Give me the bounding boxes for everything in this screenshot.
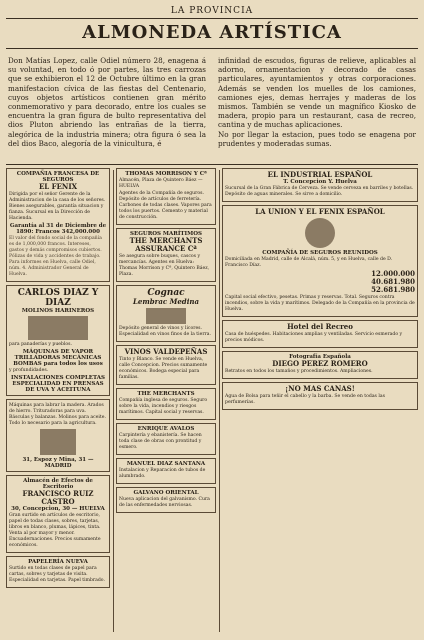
ad-line: TRILLADORAS MECÁNICAS (14, 355, 102, 361)
bottle-illustration (146, 308, 186, 324)
ad-text: Máquinas para labrar la madera. Arados de hierro. Trituradoras para uva. Básculas y balanzas. Molinos para aceite. Todo lo necesario para la agricultura. (9, 403, 106, 426)
ad-name: FRANCISCO RUIZ CASTRO (22, 489, 94, 506)
ad-title: GALVANO ORIENTAL (133, 490, 199, 496)
headline: ALMONEDA ARTÍSTICA (82, 22, 342, 43)
ad-title: THE MERCHANTS (137, 391, 195, 397)
ad-heading: EL INDUSTRIAL ESPAÑOL (267, 170, 373, 179)
ad-address: 30, Concepcion, 30 — HUELVA (11, 506, 105, 512)
ad-subtitle: Lembrac Medina (133, 297, 199, 306)
ad-union-fenix (222, 205, 418, 317)
ad-text: Instalacion y Reparacion de tubos de alumbrado. (119, 468, 206, 479)
capital-figure: 12.000.000 (371, 269, 415, 278)
ad-line: INSTALACIONES COMPLETAS (10, 375, 106, 381)
ad-text: Carpintería y ebanistería. Se hacen toda clase de obras con prontitud y esmero. (119, 433, 202, 450)
ad-carlos-diaz (6, 285, 110, 396)
ad-diaz-santana (116, 458, 216, 484)
ad-heading: COMPAÑIA FRANCESA DE SEGUROS (16, 171, 100, 183)
masthead: LA PROVINCIA (170, 6, 254, 16)
ad-text: Tinto y Blanco. Se vende en Huelva, calle Concepcion. Precios sumamente económicos. Bodega especial para familias. (119, 357, 208, 380)
ad-line: para panaderías y pueblos. (9, 342, 72, 347)
ad-column-1 (6, 168, 110, 634)
ad-no-mas-canas (222, 382, 418, 410)
ad-title: SEGUROS MARÍTIMOS (130, 231, 202, 237)
ad-line: ESPECIALIDAD EN PRENSAS DE UVA Y ACEITUNA (12, 381, 104, 393)
ad-title: Almacén de Efectos de Escritorio (23, 478, 93, 490)
ad-line: BOMBAS para todos los usos (13, 361, 103, 367)
ad-merchants (116, 388, 216, 420)
ad-text: Gran surtido en artículos de escritorio, papel de todas clases, sobres, tarjetas, libros en blanco, plumas, lápices, tinta. Venta al por mayor y menor. Encuadernaciones. Precios sumamente económicos. (9, 513, 101, 548)
ad-title: CARLOS DIAZ Y DIAZ (17, 288, 99, 308)
ad-body: El valor del fondo social de la compañía es de 1,000,000 francos. Intereses, gastos y demás compromisos cubiertos. Pólizas de vida y accidentes de trabajo. Para informes en Huelva, calle Odiel, núm. 4. Administrador General de Huelva. (9, 236, 102, 277)
ad-body: Capital social efectivo, pesetas. Primas y reservas. Total. Seguros contra incendios, sobre la vida y marítimos. Delegado de la Compañía en la provincia de Huelva. (225, 295, 415, 312)
total-figure: 52.681.980 (371, 285, 415, 294)
ad-text: Casa de huéspedes. Habitaciones amplias y ventiladas. Servicio esmerado y precios módicos. (225, 332, 403, 343)
ad-el-fenix (6, 168, 110, 282)
ad-title: Hotel del Recreo (287, 322, 353, 331)
ad-text: Dirigida por el señor Gerente de la Administracion de la casa de los señores. Bienes asegurables, garantía situacion y fianza. Sucursal en la Dirección de Hacienda. (9, 192, 106, 221)
ad-title: Cognac (147, 288, 185, 298)
ad-text: Se asegura sobre buques, cascos y mercancías. Agentes en Huelva: Thomas Morrison y Cª, Quintero Báez, Plaza. (119, 254, 210, 277)
ad-text: Agentes de la Compañía de seguros. Depósito de artículos de ferretería. Carbones de todas clases. Vapores para todos los puertos. Cemento y material de construcción. (119, 191, 212, 220)
ad-title: ENRIQUE AVALOS (137, 426, 195, 432)
ad-title: LA UNION Y EL FENIX ESPAÑOL (255, 207, 385, 216)
ad-subtitle: MOLINOS HARINEROS (21, 308, 95, 314)
ad-footer: Garantía al 31 de Diciembre de 1890: Francos 342,000.000 (9, 223, 107, 235)
ad-heading: THOMAS MORRISON Y Cª (125, 171, 207, 177)
machinery-illustration (28, 316, 88, 340)
ad-ruiz-castro (6, 475, 110, 553)
ad-text: Depósito general de vinos y licores. Especialidad en vinos finos de la tierra. (119, 326, 211, 337)
ad-galvano (116, 487, 216, 513)
emblem-illustration (305, 218, 335, 248)
primas-figure: 40.681.980 (371, 277, 415, 286)
ad-text: Compañía inglesa de seguros. Seguro sobre la vida, incendios y riesgos marítimos. Capital social y reservas. (119, 398, 208, 415)
ad-name: THE MERCHANTS ASSURANCE Cª (129, 236, 203, 253)
ad-industrial-espanol (222, 168, 418, 202)
ad-line: y profundidades. (9, 368, 49, 373)
ad-seguros-maritimos (116, 228, 216, 282)
section-rule (6, 164, 418, 165)
ad-title: MANUEL DIAZ SANTANA (126, 461, 206, 467)
ad-text: Surtido en todas clases de papel para cartas, sobres y tarjetas de visita. Especialidad en tarjetas. Papel timbrado. (9, 566, 105, 583)
ad-subtitle: T. Concepcion Y. Huelva (283, 179, 357, 185)
ad-machines (6, 399, 110, 472)
ad-line: MÁQUINAS DE VAPOR (22, 349, 94, 355)
ad-subtitle: COMPAÑÍA DE SEGUROS REUNIDOS (262, 250, 378, 256)
ad-title: ¡NO MAS CANAS! (285, 384, 355, 393)
lead-article-right: infinidad de escudos, figuras de relieve, aplicables al adorno, ornamentacion y decorado de casas particulares, ayuntamientos y otras corporaciones. Además se venden los muelles de los camiones, camiones ejes, demas herrajes y maderas de los mismos. También se vende un magnífico Kiosko de madera, propio para un restaurant, casa de recreo, cantina y de muchas aplicaciones. No por llegar la estacion, pues todo se enagena por prudentes y moderadas sumas. (218, 56, 416, 148)
ad-hotel-recreo (222, 320, 418, 348)
headline-rule (6, 48, 418, 49)
ad-cognac (116, 285, 216, 342)
ad-perez-romero (222, 351, 418, 379)
ads-section (6, 168, 418, 634)
ad-avalos (116, 423, 216, 455)
press-illustration (40, 429, 76, 455)
ad-column-2 (116, 168, 216, 634)
ad-text: Domiciliada en Madrid, calle de Alcalá, núm. 5, y en Huelva, calle de D. Francisco Díaz. (225, 257, 393, 268)
ad-text: Agua de Bolsa para teñir el cabello y la barba. Se vende en todas las perfumerías. (225, 394, 385, 405)
ad-column-3 (222, 168, 418, 634)
lead-article-left: Don Matías Lopez, calle Odiel número 28, enagena á su voluntad, en todo ó por partes, las tres carrozas que se exhibieron el 12 de Octubre último en la gran manifestacion cívica de las fiestas del Centenario, cuyos objetos artísticos contienen gran mérito conmemorativo y para decorado, entre los cuales se encuentra la gran figura de bulto representativa del dios Pluton abriendo las entrañas de la tierra, alegórica de la industria minera; otra figura ó sea la del dios Baco, alegoría de la vinicultura, é (8, 56, 206, 148)
ad-vinos (116, 345, 216, 385)
ad-text: Sucursal de la Gran Fábrica de Cerveza. Se vende cerveza en barriles y botellas. Depósito de aguas minerales. Se sirve a domicilio. (225, 186, 414, 197)
ad-text: Nueva aplicacion del galvanismo. Cura de las enfermedades nerviosas. (119, 497, 210, 508)
ad-morrison (116, 168, 216, 225)
ad-title: PAPELERÍA NUEVA (28, 559, 88, 565)
top-rule (6, 18, 418, 19)
ad-title: DIEGO PEREZ ROMERO (272, 359, 368, 368)
ad-title: VINOS VALDEPEÑAS (124, 347, 208, 356)
ad-subtitle: Almacén, Plaza de Quintero Báez — HUELVA (119, 178, 203, 189)
ad-address: 31, Espoz y Mina, 31 — MADRID (22, 457, 94, 469)
ad-papeleria (6, 556, 110, 588)
ad-title: EL FENIX (38, 182, 78, 191)
ad-subtitle: Fotografía Española (289, 354, 351, 360)
ad-text: Retratos en todos los tamaños y procedimientos. Ampliaciones. (225, 369, 373, 374)
